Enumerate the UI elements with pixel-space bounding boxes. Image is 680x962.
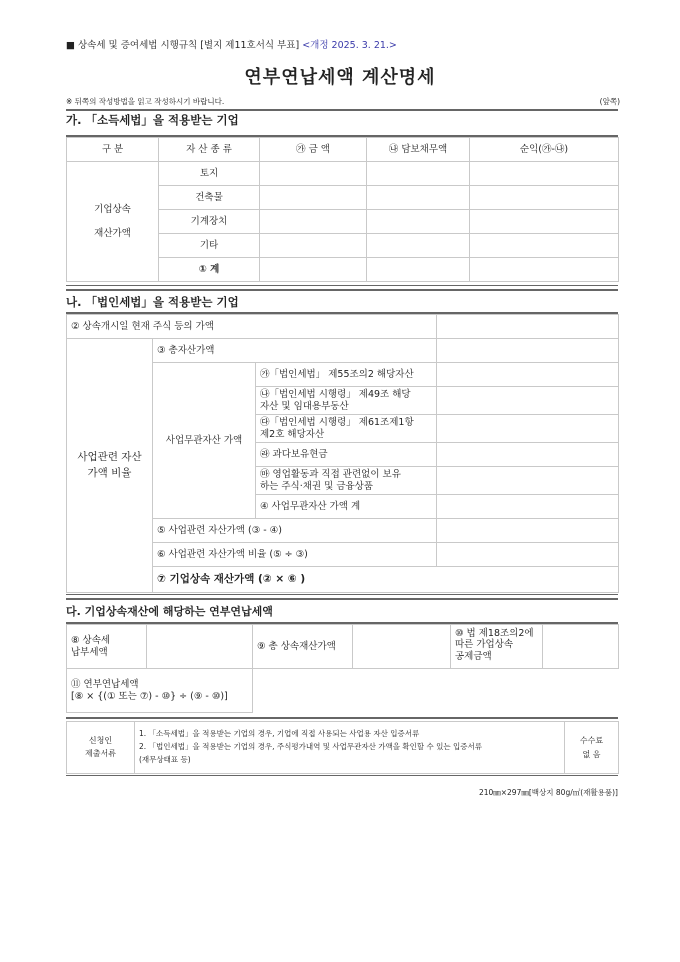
cell-share-value[interactable] [437,315,619,339]
cell-machinery-net[interactable] [470,210,619,234]
page-title: 연부연납세액 계산명세 [244,67,436,88]
revision-date: <개정 2025. 3. 21.> [302,40,397,51]
cell-total-inherited[interactable] [353,625,451,669]
cell-sub-da[interactable] [437,415,619,443]
page-marker: (앞쪽) [599,97,620,106]
cell-sub-na[interactable] [437,387,619,415]
cell-biz-asset-ratio[interactable] [437,543,619,567]
cell-other-amount[interactable] [260,234,367,258]
cell-land-net[interactable] [470,162,619,186]
row-label-sub-ga: ㉮「법인세법」 제55조의2 해당자산 [256,363,437,387]
cell-sub-ga[interactable] [437,363,619,387]
label-inheritance-tax: ⑧ 상속세 납부세액 [67,625,147,669]
attachments-table [66,721,619,774]
cell-building-amount[interactable] [260,186,367,210]
section-c-heading: 다. 기업상속재산에 해당하는 연부연납세액 [66,605,273,618]
section-b-table [66,314,619,593]
section-a-heading: 가. 「소득세법」을 적용받는 기업 [66,113,239,127]
row-label-land: 토지 [159,162,260,186]
divider [66,598,618,600]
group-label-line1: 기업상속 [94,204,131,216]
row-label-total: ① 계 [159,258,260,282]
section-a-table [66,137,619,282]
row-label-sub-ra: ㉱ 과다보유현금 [256,443,437,467]
cell-family-deduction[interactable] [543,625,619,669]
col-header-asset-type: 자 산 종 류 [159,138,260,162]
cell-nonbiz-total[interactable] [437,495,619,519]
attachment-item-2: 2. 「법인세법」을 적용받는 기업의 경우, 주식평가내역 및 사업무관자산 가액을 확인할 수 있는 입증서류 (재무상태표 등) [139,742,482,764]
divider [66,717,618,719]
row-label-biz-asset-ratio: ⑥ 사업관련 자산가액 비율 (⑤ ÷ ③) [153,543,437,567]
attachment-item-1: 1. 「소득세법」을 적용받는 기업의 경우, 기업에 직접 사용되는 사업용 자산 입증서류 [139,729,420,739]
cell-machinery-amount[interactable] [260,210,367,234]
col-header-secured-debt: ㉯ 담보채무액 [367,138,470,162]
divider [66,775,618,776]
row-label-sub-ma: ㉲ 영업활동과 직접 관련없이 보유 하는 주식·채권 및 금융상품 [256,467,437,495]
row-label-sub-da: ㉰「법인세법 시행령」 제61조제1항 제2호 해당자산 [256,415,437,443]
col-header-category: 구 분 [67,138,159,162]
label-family-deduction: ⑩ 법 제18조의2에 따른 가업상속 공제금액 [451,625,543,669]
group-label-business-inheritance [67,162,159,282]
row-label-nonbiz-total: ④ 사업무관자산 가액 계 [256,495,437,519]
form-reference-text: ■ 상속세 및 증여세법 시행규칙 [별지 제11호서식 부표] [66,40,300,51]
row-label-share-value: ② 상속개시일 현재 주식 등의 가액 [67,315,437,339]
divider [66,109,618,111]
row-label-other: 기타 [159,234,260,258]
fee-cell [565,722,619,774]
instruction-note: ※ 뒤쪽의 작성방법을 읽고 작성하시기 바랍니다. [66,97,225,106]
col-header-amount: ㉮ 금 액 [260,138,367,162]
attachments-list [135,722,565,774]
label-total-inherited: ⑨ 총 상속재산가액 [253,625,353,669]
row-label-inherited-value: ⑦ 기업상속 재산가액 (② × ⑥ ) [153,567,619,593]
cell-land-debt[interactable] [367,162,470,186]
cell-total-debt[interactable] [367,258,470,282]
attachments-label: 신청인 제출서류 [67,722,135,774]
group-label-biz-asset-ratio: 사업관련 자산 가액 비율 [67,339,153,593]
cell-building-net[interactable] [470,186,619,210]
group-label-nonbiz-assets: 사업무관자산 가액 [153,363,256,519]
section-b-heading: 나. 「법인세법」을 적용받는 기업 [66,295,239,309]
row-label-machinery: 기계장치 [159,210,260,234]
cell-machinery-debt[interactable] [367,210,470,234]
cell-land-amount[interactable] [260,162,367,186]
form-reference [66,37,397,51]
row-label-total-assets: ③ 총자산가액 [153,339,437,363]
fee-value: 없 음 [582,749,601,759]
row-label-building: 건축물 [159,186,260,210]
cell-sub-ma[interactable] [437,467,619,495]
row-label-sub-na: ㉯「법인세법 시행령」 제49조 해당 자산 및 임대용부동산 [256,387,437,415]
label-installment-tax: ⑪ 연부연납세액 [⑧ × {(① 또는 ⑦) - ⑩} ÷ (⑨ - ⑩)] [67,669,253,713]
row-label-biz-asset-value: ⑤ 사업관련 자산가액 (③ - ④) [153,519,437,543]
cell-total-assets[interactable] [437,339,619,363]
group-label-line2: 재산가액 [94,227,131,239]
cell-total-amount[interactable] [260,258,367,282]
cell-installment-tax[interactable] [253,669,619,713]
paper-spec: 210㎜×297㎜[백상지 80g/㎡(재활용품)] [478,788,618,797]
col-header-net: 순익(㉮-㉯) [470,138,619,162]
cell-building-debt[interactable] [367,186,470,210]
divider [66,594,618,595]
cell-sub-ra[interactable] [437,443,619,467]
divider [66,285,618,286]
cell-other-debt[interactable] [367,234,470,258]
fee-label: 수수료 [579,735,604,745]
cell-total-net[interactable] [470,258,619,282]
divider [66,289,618,291]
cell-inheritance-tax[interactable] [147,625,253,669]
section-c-table [66,624,619,713]
cell-other-net[interactable] [470,234,619,258]
cell-biz-asset-value[interactable] [437,519,619,543]
